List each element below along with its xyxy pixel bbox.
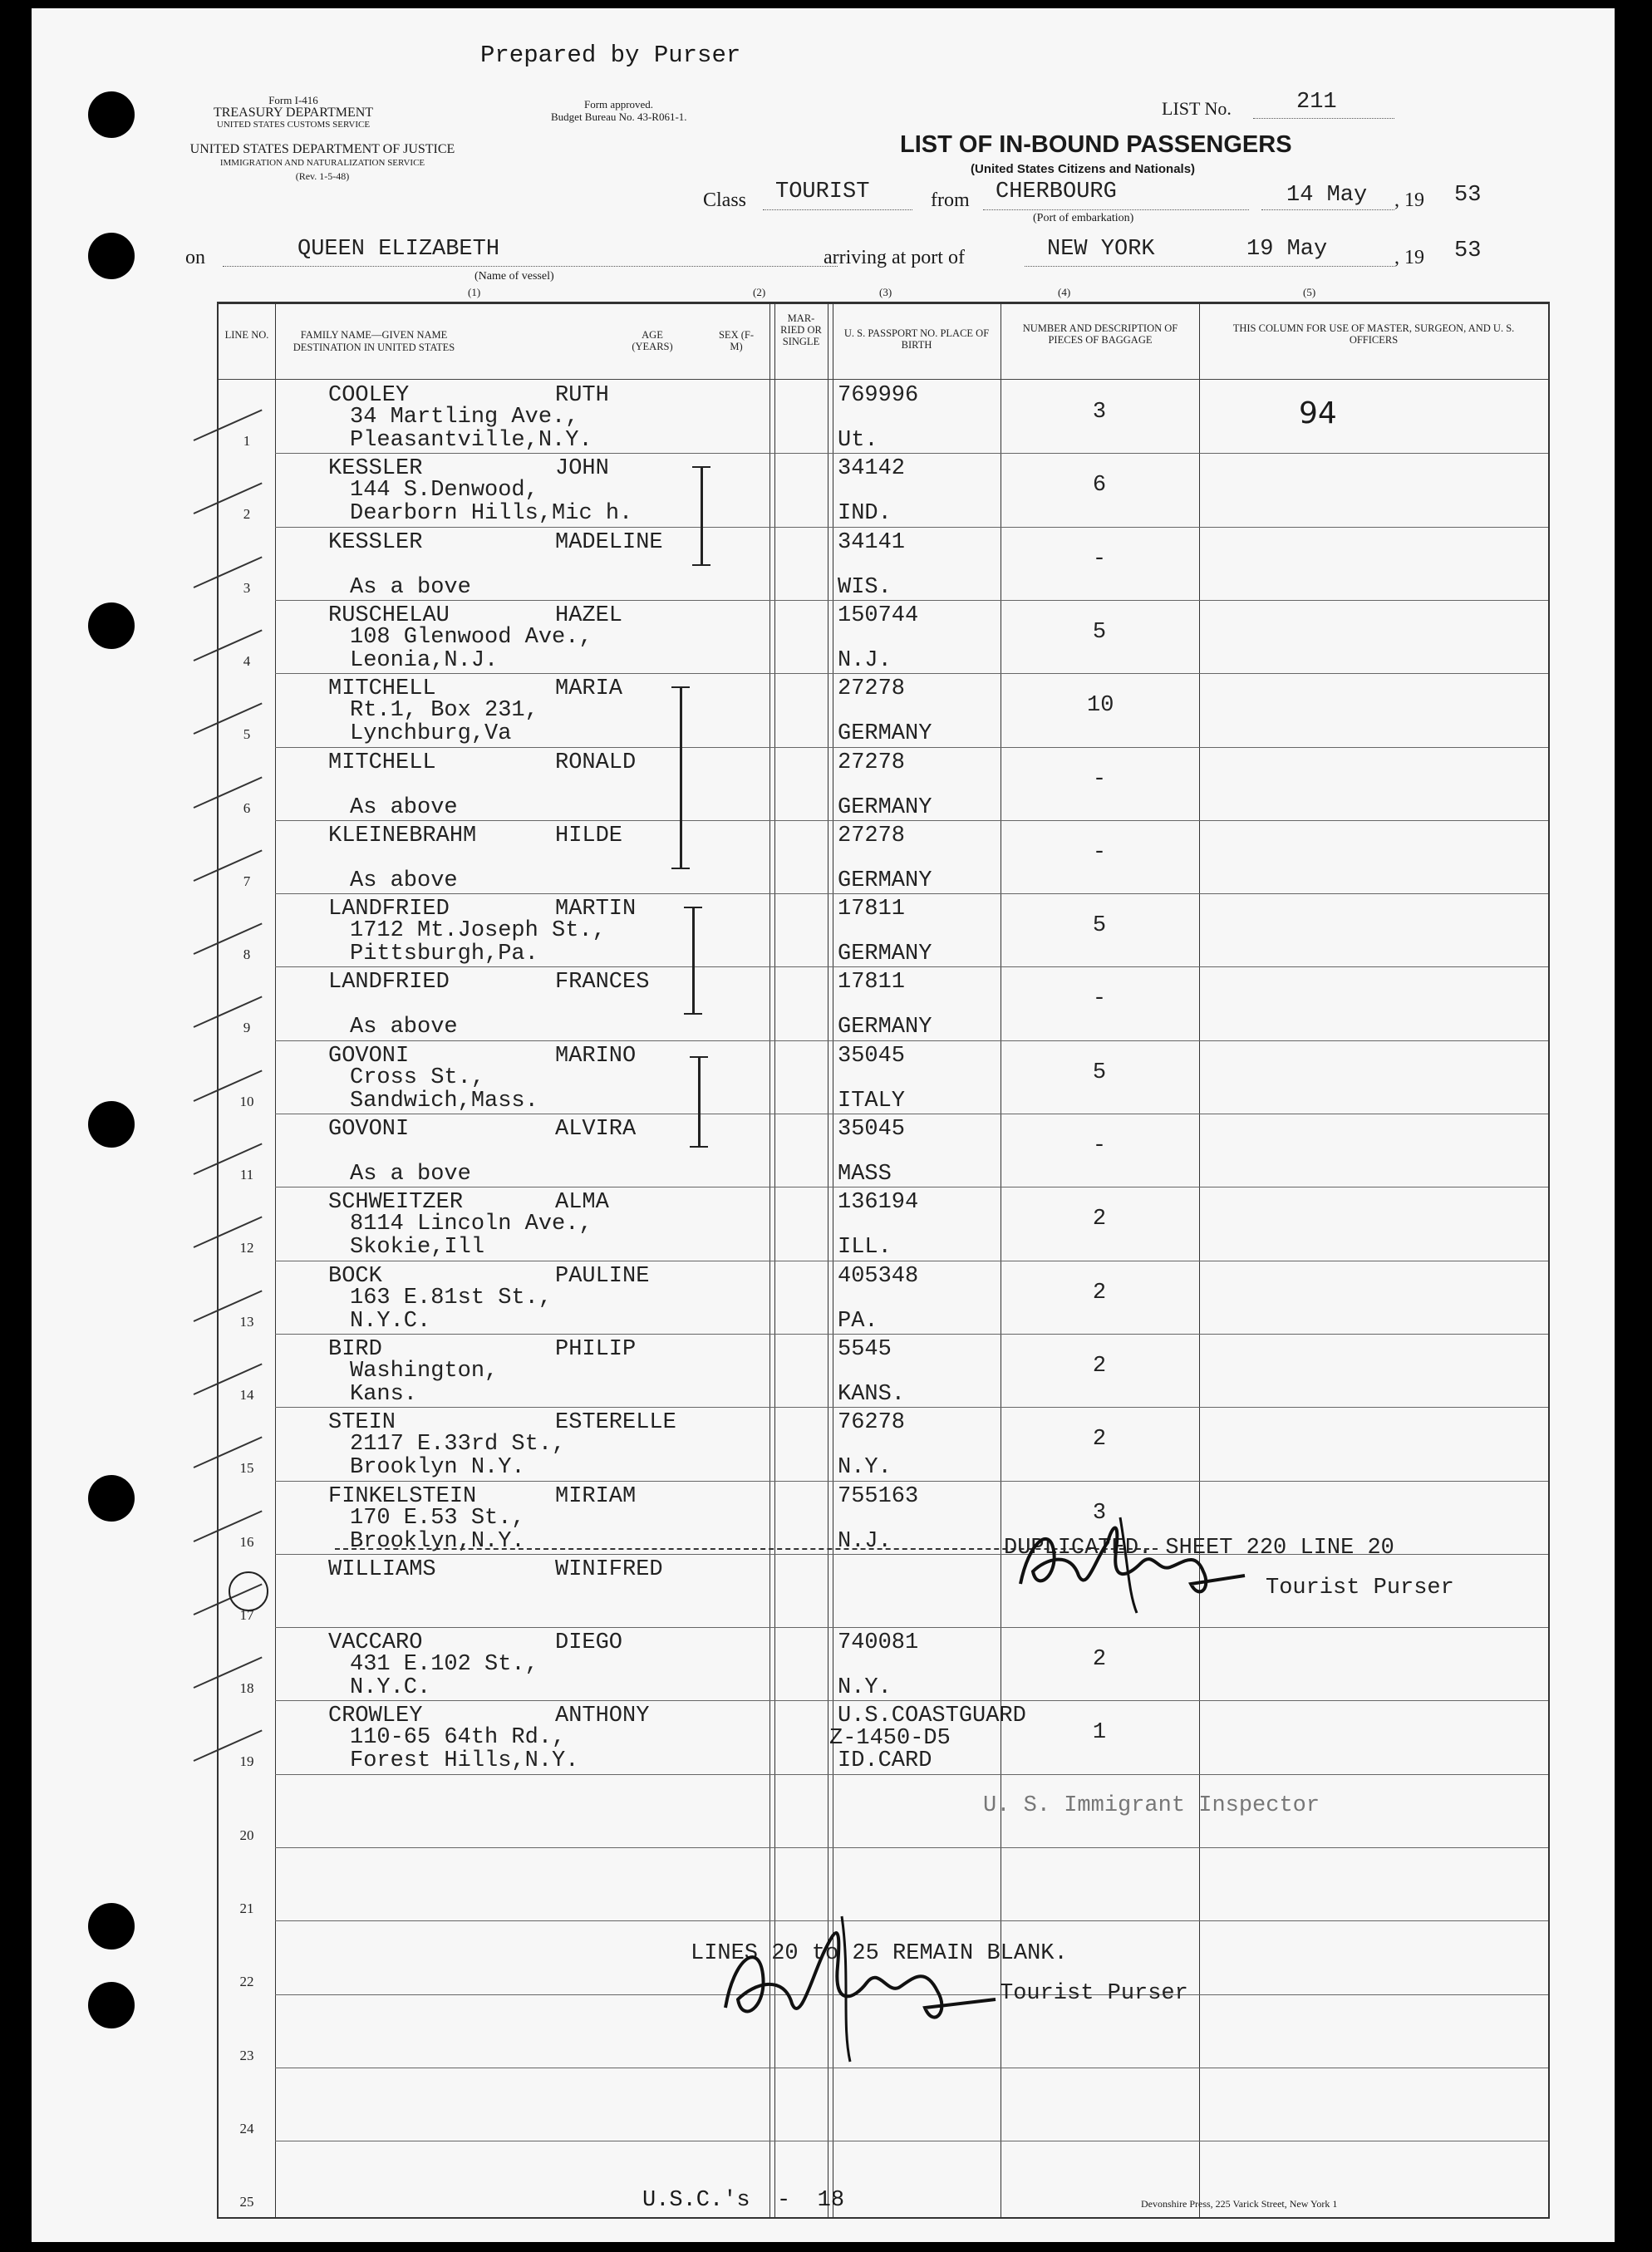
place-of-birth: N.Y. — [838, 1675, 892, 1701]
table-row — [219, 2069, 1548, 2141]
family-name: MITCHELL — [328, 750, 436, 775]
punch-hole — [88, 1903, 135, 1950]
address-line-2: Dearborn Hills,Mic h. — [350, 501, 633, 527]
class-rule — [763, 209, 912, 210]
row-rule — [275, 1040, 1548, 1041]
arrival-year-prefix: , 19 — [1394, 247, 1424, 268]
punch-hole — [88, 1982, 135, 2028]
passport-number: 27278 — [838, 676, 906, 702]
given-name: PAULINE — [555, 1263, 650, 1289]
given-name: ANTHONY — [555, 1704, 650, 1729]
list-no: 211 — [1296, 90, 1337, 115]
remain-blank-note: LINES 20 to 25 REMAIN BLANK. — [691, 1941, 1068, 1966]
given-name: FRANCES — [555, 970, 650, 996]
passport-number: 17811 — [838, 970, 906, 996]
place-of-birth: N.Y. — [838, 1455, 892, 1481]
given-name: RONALD — [555, 750, 637, 775]
row-rule — [275, 1334, 1548, 1335]
col-head-baggage: NUMBER AND DESCRIPTION OF PIECES OF BAGGAGE — [1022, 322, 1178, 346]
place-of-birth: WIS. — [838, 574, 892, 600]
table-row — [219, 455, 1548, 527]
passport-number: 35045 — [838, 1117, 906, 1142]
col-num-3: (3) — [879, 286, 892, 298]
date-rule — [1261, 209, 1394, 210]
row-rule — [275, 1774, 1548, 1775]
passport-number: 755163 — [838, 1483, 919, 1509]
family-name: COOLEY — [328, 383, 410, 408]
line-number: 2 — [243, 506, 251, 523]
family-name: GOVONI — [328, 1043, 410, 1069]
place-of-birth: N.J. — [838, 1528, 892, 1554]
line-17-circle — [229, 1571, 268, 1611]
approval-block — [551, 98, 687, 123]
class-value: TOURIST — [775, 179, 870, 204]
family-name: SCHWEITZER — [328, 1190, 464, 1216]
punch-hole — [88, 233, 135, 279]
baggage-count: 2 — [1092, 1280, 1107, 1305]
address-line-2: Leonia,N.J. — [350, 647, 499, 673]
given-name: JOHN — [555, 456, 609, 482]
family-bracket — [692, 907, 695, 1015]
depart-date: 14 May — [1286, 183, 1368, 208]
passport-number: 17811 — [838, 897, 906, 922]
family-name: FINKELSTEIN — [328, 1483, 477, 1509]
place-of-birth: N.J. — [838, 647, 892, 673]
col-head-passport: U. S. PASSPORT NO. PLACE OF BIRTH — [843, 327, 990, 351]
address-line-2: Pittsburgh,Pa. — [350, 942, 538, 967]
place-of-birth: KANS. — [838, 1381, 906, 1407]
row-rule — [275, 673, 1548, 674]
baggage-count: 3 — [1092, 1500, 1107, 1526]
from-label: from — [931, 189, 970, 211]
line-number: 1 — [243, 433, 251, 449]
table-row — [219, 381, 1548, 454]
prepared-by: Prepared by Purser — [480, 42, 741, 69]
place-of-birth: Ut. — [838, 428, 878, 453]
line-number: 16 — [239, 1533, 254, 1550]
family-name: STEIN — [328, 1410, 396, 1436]
place-of-birth: MASS — [838, 1162, 892, 1187]
place-of-birth: ITALY — [838, 1088, 906, 1114]
form-number: Form I-416 — [268, 94, 318, 106]
line-number: 21 — [239, 1900, 254, 1916]
family-name: GOVONI — [328, 1117, 410, 1142]
col-head-line: LINE NO. — [224, 329, 269, 341]
form-title: LIST OF IN-BOUND PASSENGERS — [900, 131, 1292, 158]
baggage-count: - — [1092, 986, 1107, 1012]
passport-number: 136194 — [838, 1190, 919, 1216]
place-of-birth: ILL. — [838, 1235, 892, 1261]
punch-hole — [88, 91, 135, 138]
list-no-rule — [1253, 118, 1394, 119]
family-name: KESSLER — [328, 456, 423, 482]
row-rule — [275, 966, 1548, 967]
line-number: 11 — [239, 1167, 254, 1183]
table-row — [219, 1409, 1548, 1481]
baggage-count: 1 — [1092, 1720, 1107, 1746]
line-number: 4 — [243, 652, 251, 669]
line-number: 14 — [239, 1386, 254, 1403]
family-name: LANDFRIED — [328, 970, 450, 996]
address-line-1: Washington, — [350, 1358, 499, 1384]
vessel-rule — [223, 266, 838, 267]
family-name: VACCARO — [328, 1630, 423, 1656]
given-name: PHILIP — [555, 1336, 637, 1362]
given-name: WINIFRED — [555, 1556, 663, 1582]
justice-block — [185, 143, 460, 183]
address-line-2: As a bove — [350, 574, 471, 600]
baggage-count: 2 — [1092, 1647, 1107, 1673]
address-line-1: 170 E.53 St., — [350, 1505, 525, 1531]
given-name: DIEGO — [555, 1630, 623, 1656]
line-number: 7 — [243, 873, 251, 889]
address-line-1: 108 Glenwood Ave., — [350, 624, 592, 650]
form-approved: Form approved. — [584, 98, 654, 111]
line-number: 19 — [239, 1753, 254, 1770]
row-rule — [275, 1481, 1548, 1482]
col-head-age: AGE (YEARS) — [632, 329, 673, 352]
line-number: 10 — [239, 1093, 254, 1109]
table-row — [219, 1629, 1548, 1701]
col-head-dest: DESTINATION IN UNITED STATES — [293, 342, 455, 353]
address-line-1: Rt.1, Box 231, — [350, 698, 538, 724]
place-of-birth: IND. — [838, 501, 892, 527]
line-number: 6 — [243, 799, 251, 816]
on-label: on — [185, 247, 205, 268]
family-name: BIRD — [328, 1336, 382, 1362]
col-num-1: (1) — [468, 286, 481, 298]
address-line-1: 163 E.81st St., — [350, 1285, 553, 1310]
family-bracket — [698, 1056, 701, 1148]
given-name: MARIA — [555, 676, 623, 702]
line-number: 17 — [239, 1606, 254, 1623]
list-no-label: LIST No. — [1162, 98, 1232, 119]
revision: (Rev. 1-5-48) — [295, 170, 350, 182]
address-line-2: As above — [350, 1015, 458, 1040]
row-rule — [275, 820, 1548, 821]
col-head-officers: THIS COLUMN FOR USE OF MASTER, SURGEON, AND U. S. OFFICERS — [1232, 322, 1515, 346]
line-number: 20 — [239, 1827, 254, 1843]
row-rule — [275, 453, 1548, 454]
table-row — [219, 602, 1548, 674]
line-number: 12 — [239, 1240, 254, 1256]
given-name: MARTIN — [555, 897, 637, 922]
printer-credit: Devonshire Press, 225 Varick Street, New York 1 — [1141, 2198, 1338, 2210]
passport-number: 769996 — [838, 383, 919, 408]
row-rule — [275, 1627, 1548, 1628]
form-subtitle: (United States Citizens and Nationals) — [971, 162, 1196, 176]
address-line-2: As a bove — [350, 1162, 471, 1187]
row-rule — [275, 600, 1548, 601]
family-name: RUSCHELAU — [328, 602, 450, 628]
line-number: 8 — [243, 947, 251, 963]
address-line-2: Lynchburg,Va — [350, 721, 512, 747]
arriving-label: arriving at port of — [824, 247, 965, 268]
address-line-1: 144 S.Denwood, — [350, 478, 538, 504]
table-row — [219, 1115, 1548, 1187]
family-bracket — [680, 686, 682, 869]
family-name: KLEINEBRAHM — [328, 823, 477, 848]
justice-dept: UNITED STATES DEPARTMENT OF JUSTICE — [189, 142, 455, 156]
col-head-married: MAR-RIED OR SINGLE — [780, 312, 822, 347]
line-number: 23 — [239, 2047, 254, 2063]
address-line-2: Sandwich,Mass. — [350, 1088, 538, 1114]
baggage-count: 2 — [1092, 1353, 1107, 1379]
col-head-name: FAMILY NAME—GIVEN NAME — [300, 329, 448, 341]
budget-bureau: Budget Bureau No. 43-R061-1. — [551, 111, 687, 123]
line-number: 13 — [239, 1313, 254, 1330]
vessel-caption: (Name of vessel) — [474, 270, 554, 283]
place-of-birth: GERMANY — [838, 721, 932, 747]
row-rule — [275, 747, 1548, 748]
row-rule — [275, 1700, 1548, 1701]
coastguard-id: Z-1450-D5 — [829, 1726, 951, 1751]
row-rule — [275, 527, 1548, 528]
from-value: CHERBOURG — [996, 179, 1117, 204]
table-row — [219, 822, 1548, 894]
address-line-2: N.Y.C. — [350, 1675, 431, 1701]
class-label: Class — [703, 189, 747, 211]
punch-hole — [88, 602, 135, 649]
place-of-birth: GERMANY — [838, 942, 932, 967]
passport-number: 76278 — [838, 1410, 906, 1436]
given-name: RUTH — [555, 383, 609, 408]
from-rule — [983, 209, 1249, 210]
form-block — [156, 94, 430, 131]
table-row — [219, 1335, 1548, 1408]
col-num-2: (2) — [753, 286, 766, 298]
address-line-2: As above — [350, 868, 458, 893]
baggage-count: 5 — [1092, 1060, 1107, 1085]
punch-hole — [88, 1475, 135, 1522]
arrival-year: 53 — [1454, 238, 1482, 263]
baggage-count: 3 — [1092, 400, 1107, 425]
arrival-rule — [1025, 266, 1394, 267]
address-line-2: Forest Hills,N.Y. — [350, 1748, 579, 1774]
address-line-2: Brooklyn N.Y. — [350, 1455, 525, 1481]
address-line-2: Pleasantville,N.Y. — [350, 428, 592, 453]
family-name: CROWLEY — [328, 1704, 423, 1729]
immigrant-inspector: U. S. Immigrant Inspector — [983, 1793, 1320, 1818]
line-number: 22 — [239, 1974, 254, 1990]
table-row — [219, 529, 1548, 601]
treasury-dept: TREASURY DEPARTMENT — [213, 106, 374, 120]
place-of-birth: GERMANY — [838, 1015, 932, 1040]
passport-number: 27278 — [838, 823, 906, 848]
purser-signature-2 — [709, 1883, 1008, 2066]
punch-hole — [88, 1101, 135, 1148]
baggage-count: 2 — [1092, 1427, 1107, 1453]
arrival-date: 19 May — [1246, 237, 1328, 262]
baggage-count: - — [1092, 1133, 1107, 1158]
given-name: ALMA — [555, 1190, 609, 1216]
baggage-count: - — [1092, 839, 1107, 865]
footer-code: U.S.C.'s - 18 — [642, 2188, 845, 2213]
depart-year-prefix: , 19 — [1394, 189, 1424, 211]
passport-number: 150744 — [838, 602, 919, 628]
passport-number: 34141 — [838, 529, 906, 555]
address-line-2: As above — [350, 794, 458, 820]
purser-signature-1 — [1004, 1492, 1253, 1617]
passport-number: 5545 — [838, 1336, 892, 1362]
table-row — [219, 1776, 1548, 1848]
line-number: 15 — [239, 1460, 254, 1477]
passport-number: 405348 — [838, 1263, 919, 1289]
port-caption: (Port of embarkation) — [1033, 212, 1134, 224]
address-line-2: N.Y.C. — [350, 1308, 431, 1334]
address-line-1: 1712 Mt.Joseph St., — [350, 918, 606, 944]
given-name: MIRIAM — [555, 1483, 637, 1509]
line-number: 5 — [243, 726, 251, 743]
tourist-purser-1: Tourist Purser — [1266, 1576, 1454, 1600]
given-name: HAZEL — [555, 602, 623, 628]
address-line-1: 8114 Lincoln Ave., — [350, 1212, 592, 1237]
header-rule — [219, 379, 1548, 380]
baggage-count: - — [1092, 546, 1107, 572]
given-name: HILDE — [555, 823, 623, 848]
passenger-table — [217, 302, 1550, 2219]
row-rule — [275, 1407, 1548, 1408]
address-line-1: 34 Martling Ave., — [350, 405, 579, 430]
row-rule — [275, 893, 1548, 894]
passport-number: 27278 — [838, 750, 906, 775]
given-name: MADELINE — [555, 529, 663, 555]
passport-number: 34142 — [838, 456, 906, 482]
baggage-count: 5 — [1092, 619, 1107, 645]
line-number: 9 — [243, 1020, 251, 1036]
baggage-count: - — [1092, 766, 1107, 792]
col-head-sex: SEX (F-M) — [718, 329, 755, 352]
address-line-2: Kans. — [350, 1381, 418, 1407]
passport-number: 35045 — [838, 1043, 906, 1069]
vessel-name: QUEEN ELIZABETH — [297, 237, 500, 262]
address-line-1: 110-65 64th Rd., — [350, 1725, 566, 1751]
table-row — [219, 1188, 1548, 1261]
table-row — [219, 1262, 1548, 1335]
baggage-count: 2 — [1092, 1207, 1107, 1232]
depart-year: 53 — [1454, 183, 1482, 208]
place-of-birth: ID.CARD — [838, 1748, 932, 1774]
place-of-birth: GERMANY — [838, 794, 932, 820]
address-line-1: 431 E.102 St., — [350, 1652, 538, 1678]
document-sheet — [32, 8, 1615, 2242]
col-num-4: (4) — [1058, 286, 1071, 298]
baggage-count: 6 — [1092, 473, 1107, 499]
family-name: WILLIAMS — [328, 1556, 436, 1582]
row-rule — [275, 1847, 1548, 1848]
place-of-birth: GERMANY — [838, 868, 932, 893]
ins-service: IMMIGRATION AND NATURALIZATION SERVICE — [219, 158, 425, 168]
family-name: LANDFRIED — [328, 897, 450, 922]
given-name: ALVIRA — [555, 1117, 637, 1142]
line-number: 18 — [239, 1680, 254, 1697]
table-row — [219, 675, 1548, 747]
family-bracket — [701, 466, 703, 566]
address-line-1: Cross St., — [350, 1065, 485, 1090]
family-name: KESSLER — [328, 529, 423, 555]
passport-number: U.S.COASTGUARD — [838, 1704, 1026, 1729]
tourist-purser-2: Tourist Purser — [1000, 1981, 1188, 2006]
line-number: 25 — [239, 2194, 254, 2210]
family-name: BOCK — [328, 1263, 382, 1289]
officer-note: 94 — [1299, 396, 1337, 430]
col-num-5: (5) — [1303, 286, 1316, 298]
duplicate-note: DUPLICATED. SHEET 220 LINE 20 — [1004, 1536, 1394, 1561]
baggage-count: 5 — [1092, 913, 1107, 939]
table-row — [219, 2142, 1548, 2215]
given-name: MARINO — [555, 1043, 637, 1069]
baggage-count: 10 — [1087, 693, 1114, 719]
line-number: 24 — [239, 2120, 254, 2136]
address-line-1: 2117 E.33rd St., — [350, 1432, 566, 1458]
line-number: 3 — [243, 579, 251, 596]
customs-service: UNITED STATES CUSTOMS SERVICE — [216, 120, 371, 130]
address-line-2: Skokie,Ill — [350, 1235, 485, 1261]
address-line-2: Brooklyn,N.Y. — [350, 1528, 525, 1554]
table-row — [219, 968, 1548, 1040]
passport-number: 740081 — [838, 1630, 919, 1656]
family-name: MITCHELL — [328, 676, 436, 702]
table-row — [219, 749, 1548, 821]
given-name: ESTERELLE — [555, 1410, 676, 1436]
table-row — [219, 1042, 1548, 1114]
place-of-birth: PA. — [838, 1308, 878, 1334]
table-row — [219, 895, 1548, 967]
arrival-port: NEW YORK — [1047, 237, 1155, 262]
